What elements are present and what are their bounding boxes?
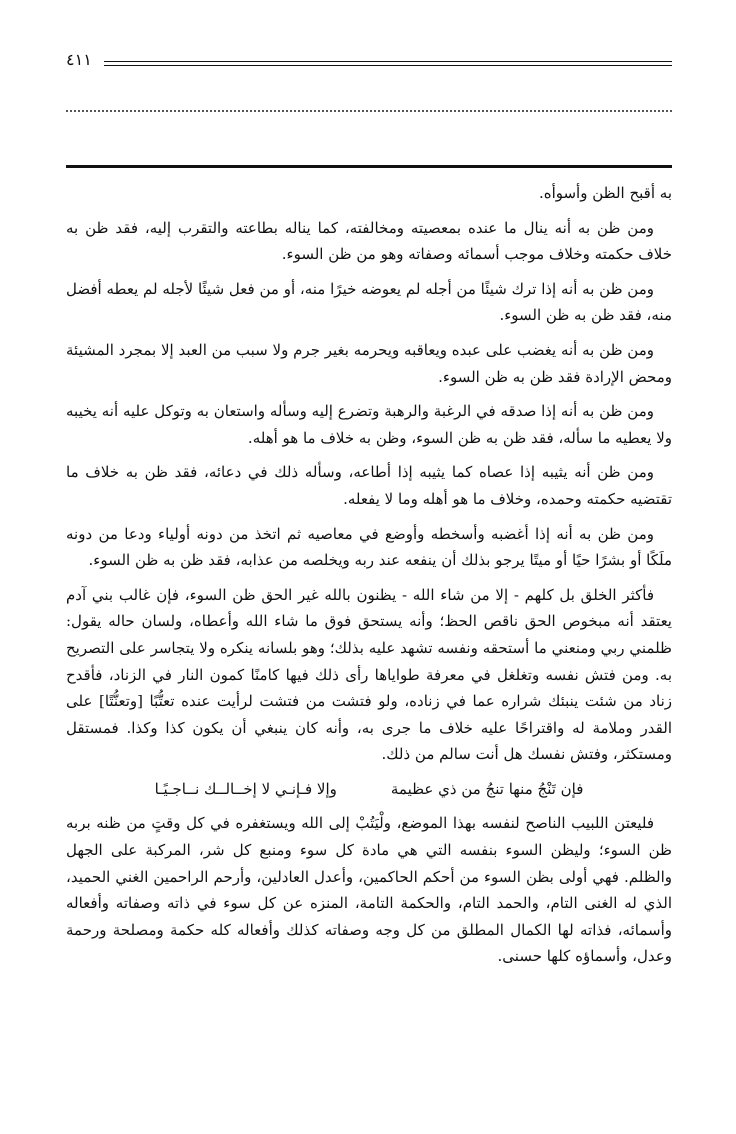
paragraph: ومن ظن به أنه إذا أغضبه وأسخطه وأوضع في معاصيه ثم اتخذ من دونه أولياء ودعا من دونه ملَكًا أو بشرًا حيًا أو ميتًا يرجو بذلك أن ينفعه عند ربه ويخلصه من عذابه، فقد ظن به ظن السوء. [66, 524, 672, 570]
dotted-separator [66, 110, 672, 112]
page-body [66, 180, 672, 1120]
paragraph: ومن ظن به أنه إذا صدقه في الرغبة والرهبة وتضرع إليه وسأله واستعان به وتوكل عليه أنه يخيبه ولا يعطيه ما سأله، فقد ظن به ظن السوء، وظن به خلاف ما هو أهله. [66, 402, 672, 447]
header-rule [104, 61, 672, 66]
paragraph: ومن ظن به أنه ينال ما عنده بمعصيته ومخالفته، كما يناله بطاعته والتقرب إليه، فقد ظن به خلاف حكمته وخلاف موجب أسمائه وصفاته وهو من ظن السوء. [66, 218, 672, 264]
paragraph: ومن ظن به أنه إذا ترك شيئًا من أجله لم يعوضه خيرًا منه، أو من فعل شيئًا لأجله لم يعطه أفضل منه، فقد ظن به ظن السوء. [66, 279, 672, 325]
verse-first-hemistich: فإن تَنْجُ منها تنجُ من ذي عظيمة [390, 779, 584, 798]
paragraph: به أقبح الظن وأسوأه. [538, 184, 672, 202]
paragraph: ومن ظن به أنه يغضب على عبده ويعاقبه ويحرمه بغير جرم ولا سبب من العبد إلا بمجرد المشيئة ومحض الإرادة فقد ظن به ظن السوء. [66, 340, 672, 386]
closing-paragraph: فليعتن اللبيب الناصح لنفسه بهذا الموضع، ولْيَتُبْ إلى الله ويستغفره في كل وقتٍ من ظنه بربه ظن السوء؛ وليظن السوء بنفسه التي هي مادة كل سوء ومنبع كل شر، المركبة على الجهل والظلم. فهي أولى بظن السوء من أحكم الحاكمين، وأعدل العادلين، وأرحم الراحمين الغني الحميد، الذي له الغنى التام، والحمد التام، والحكمة التامة، المنزه عن كل سوء في ذاته وصفاته وأفعاله وأسمائه، فذاته لها الكمال المطلق من كل وجه وصفاته كذلك وأفعاله كله حكمة ومصلحة ورحمة وعدل، وأسماؤه كلها حسنى. [66, 814, 673, 966]
paragraph: فأكثر الخلق بل كلهم - إلا من شاء الله - يظنون بالله غير الحق ظن السوء، فإن غالب بني آدم يعتقد أنه مبخوص الحق ناقص الحظ؛ وأنه يستحق فوق ما شاء الله وأعطاه، ولسان حاله يقول: ظلمني ربي ومنعني ما أستحقه ونفسه تشهد عليه بذلك؛ وهو بلسانه ينكره ولا يتجاسر على التصريح به. ومن فتش نفسه وتغلغل في معرفة طواياها رأى ذلك فيها كامنًا كمون النار في الزناد، فأقدح زناد من شئت ينبئك شراره عما في زناده، ولو فتشت من فتشت لرأيت عنده تعتُّبًا [وتعنُّتًا] على القدر وملامة له واقتراحًا عليه خلاف ما جرى به، وأنه كان ينبغي أن يكون كذا وكذا. فمستقل ومستكثر، وفتش نفسك هل أنت سالم من ذلك. [66, 585, 672, 764]
poetry-verse [66, 776, 672, 803]
page-number: ٤١١ [66, 50, 92, 69]
paragraph: ومن ظن أنه يثيبه إذا عصاه كما يثيبه إذا أطاعه، وسأله ذلك في دعائه، فقد ظن به خلاف ما تقتضيه حكمته وحمده، وخلاف ما هو أهله وما لا يفعله. [66, 463, 672, 508]
thick-separator [66, 165, 672, 168]
verse-second-hemistich: وإلا فـإنـي لا إخــالــك نــاجـيًـا [154, 779, 337, 798]
page-header [66, 52, 672, 72]
